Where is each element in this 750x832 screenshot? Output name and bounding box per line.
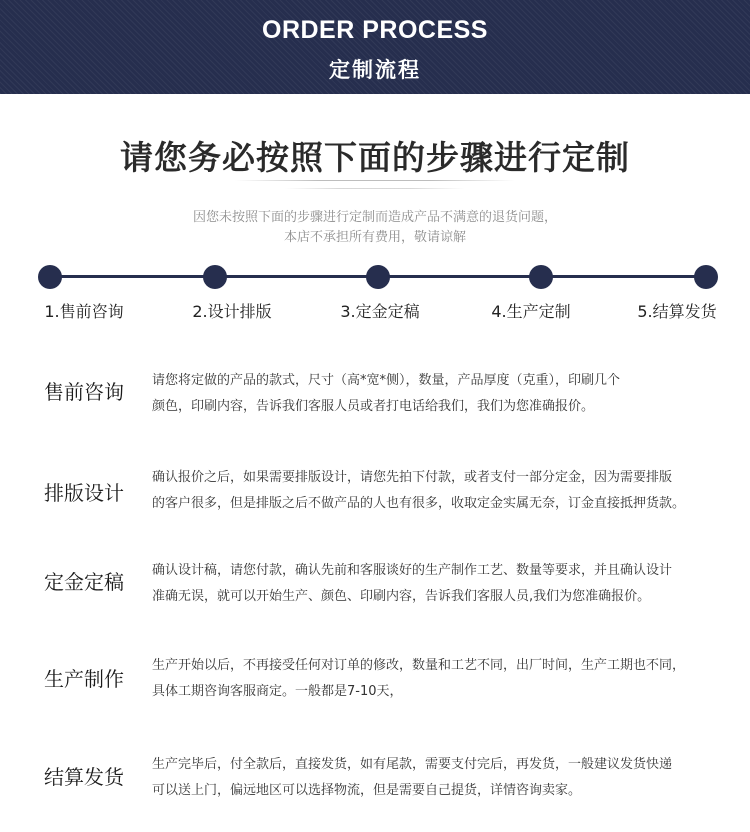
section-line: 颜色，印刷内容，告诉我们客服人员或者打电话给我们，我们为您准确报价。: [152, 399, 595, 414]
section-line: 生产开始以后，不再接受任何对订单的修改，数量和工艺不同，出厂时间，生产工期也不同，: [152, 658, 686, 673]
section-title: 定金定稿: [44, 570, 124, 594]
notice-line: 本店不承担所有费用，敬请谅解: [283, 230, 466, 245]
section-text: [152, 558, 722, 610]
section-text: [152, 465, 722, 517]
timeline-dot-1: [38, 265, 62, 289]
timeline-step-4: 4.生产定制: [491, 302, 571, 321]
section-title: 生产制作: [44, 667, 124, 691]
section-line: 确认报价之后，如果需要排版设计，请您先拍下付款，或者支付一部分定金，因为需要排版: [152, 470, 673, 485]
section-line: 请您将定做的产品的款式，尺寸（高*宽*侧），数量，产品厚度（克重），印刷几个: [152, 373, 621, 388]
headline-divider-secondary: [285, 188, 465, 189]
timeline-dot-4: [529, 265, 553, 289]
section-title: 售前咨询: [44, 380, 124, 404]
process-timeline: [0, 262, 750, 322]
section-text: [152, 368, 722, 420]
banner-title-en: ORDER PROCESS: [262, 16, 488, 44]
timeline-step-3: 3.定金定稿: [340, 302, 420, 321]
banner-title-cn: 定制流程: [329, 58, 421, 82]
section-line: 的客户很多，但是排版之后不做产品的人也有很多，收取定金实属无奈，订金直接抵押货款。: [152, 496, 686, 511]
page-headline: 请您务必按照下面的步骤进行定制: [120, 138, 630, 177]
section-title: 排版设计: [44, 481, 124, 505]
order-process-banner: [0, 0, 750, 94]
section-title: 结算发货: [44, 765, 124, 789]
timeline-step-2: 2.设计排版: [192, 302, 272, 321]
section-line: 可以送上门，偏远地区可以选择物流，但是需要自己提货，详情咨询卖家。: [152, 783, 582, 798]
section-text: [152, 653, 722, 705]
timeline-dot-3: [366, 265, 390, 289]
timeline-step-1: 1.售前咨询: [44, 302, 124, 321]
refund-notice: [0, 208, 750, 248]
timeline-dot-5: [694, 265, 718, 289]
section-text: [152, 752, 722, 804]
section-line: 生产完毕后，付全款后，直接发货，如有尾款，需要支付完后，再发货，一般建议发货快递: [152, 757, 673, 772]
section-line: 确认设计稿，请您付款，确认先前和客服谈好的生产制作工艺、数量等要求，并且确认设计: [152, 563, 673, 578]
section-line: 具体工期咨询客服商定。一般都是7-10天，: [152, 684, 403, 699]
notice-line: 因您未按照下面的步骤进行定制而造成产品不满意的退货问题，: [192, 210, 557, 225]
section-line: 准确无误，就可以开始生产、颜色、印刷内容，告诉我们客服人员,我们为您准确报价。: [152, 589, 651, 604]
headline-divider: [235, 180, 515, 181]
timeline-dot-2: [203, 265, 227, 289]
timeline-step-5: 5.结算发货: [637, 302, 717, 321]
